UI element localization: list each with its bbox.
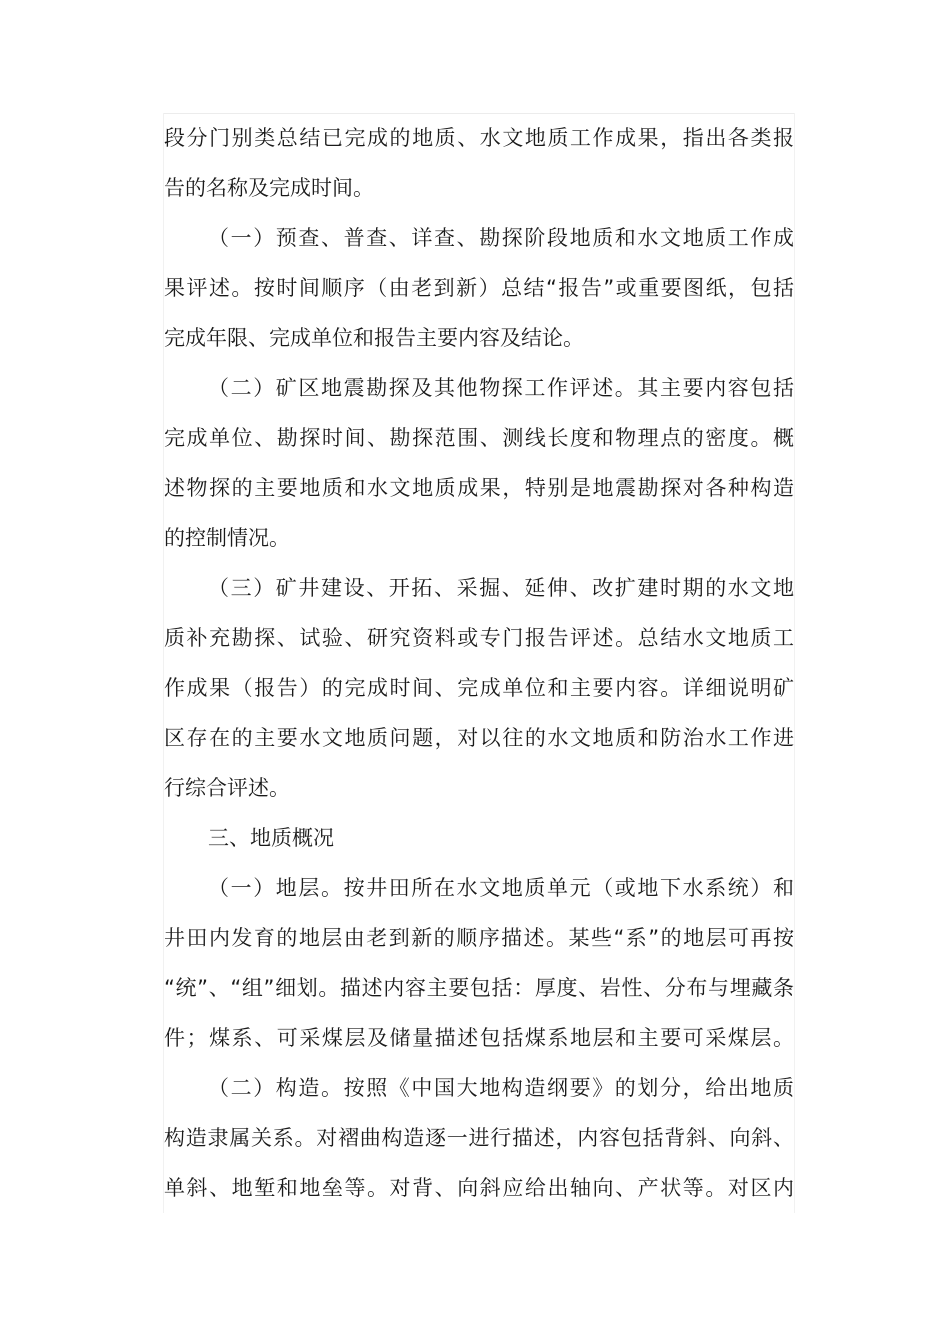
text-line: 区存在的主要水文地质问题，对以往的水文地质和防治水工作进: [164, 726, 794, 750]
text-line: 完成单位、勘探时间、勘探范围、测线长度和物理点的密度。概: [164, 426, 794, 450]
text-line: （一）地层。按井田所在水文地质单元（或地下水系统）和: [208, 876, 794, 900]
text-line: 质补充勘探、试验、研究资料或专门报告评述。总结水文地质工: [164, 626, 794, 650]
text-line: （一）预查、普查、详查、勘探阶段地质和水文地质工作成: [208, 226, 794, 250]
text-line: 井田内发育的地层由老到新的顺序描述。某些“系”的地层可再按: [164, 926, 794, 950]
text-line: （三）矿井建设、开拓、采掘、延伸、改扩建时期的水文地: [208, 576, 794, 600]
text-line: 行综合评述。: [164, 776, 290, 800]
text-line: （二）矿区地震勘探及其他物探工作评述。其主要内容包括: [208, 376, 794, 400]
text-line: 果评述。按时间顺序（由老到新）总结“报告”或重要图纸，包括: [164, 276, 794, 300]
text-line: （二）构造。按照《中国大地构造纲要》的划分，给出地质: [208, 1076, 794, 1100]
text-line: 构造隶属关系。对褶曲构造逐一进行描述，内容包括背斜、向斜、: [164, 1126, 794, 1150]
text-line: 件；煤系、可采煤层及储量描述包括煤系地层和主要可采煤层。: [164, 1026, 794, 1050]
text-line: 告的名称及完成时间。: [164, 176, 374, 200]
text-line: 完成年限、完成单位和报告主要内容及结论。: [164, 326, 584, 350]
section-heading: 三、地质概况: [208, 826, 334, 850]
document-body: [164, 113, 794, 1213]
text-line: 述物探的主要地质和水文地质成果，特别是地震勘探对各种构造: [164, 476, 794, 500]
text-line: 单斜、地堑和地垒等。对背、向斜应给出轴向、产状等。对区内: [164, 1176, 794, 1200]
text-line: “统”、“组”细划。描述内容主要包括：厚度、岩性、分布与埋藏条: [164, 976, 794, 1000]
text-line: 作成果（报告）的完成时间、完成单位和主要内容。详细说明矿: [164, 676, 794, 700]
text-line: 段分门别类总结已完成的地质、水文地质工作成果，指出各类报: [164, 126, 794, 150]
page-frame-right-border: [794, 113, 795, 1213]
text-line: 的控制情况。: [164, 526, 290, 550]
